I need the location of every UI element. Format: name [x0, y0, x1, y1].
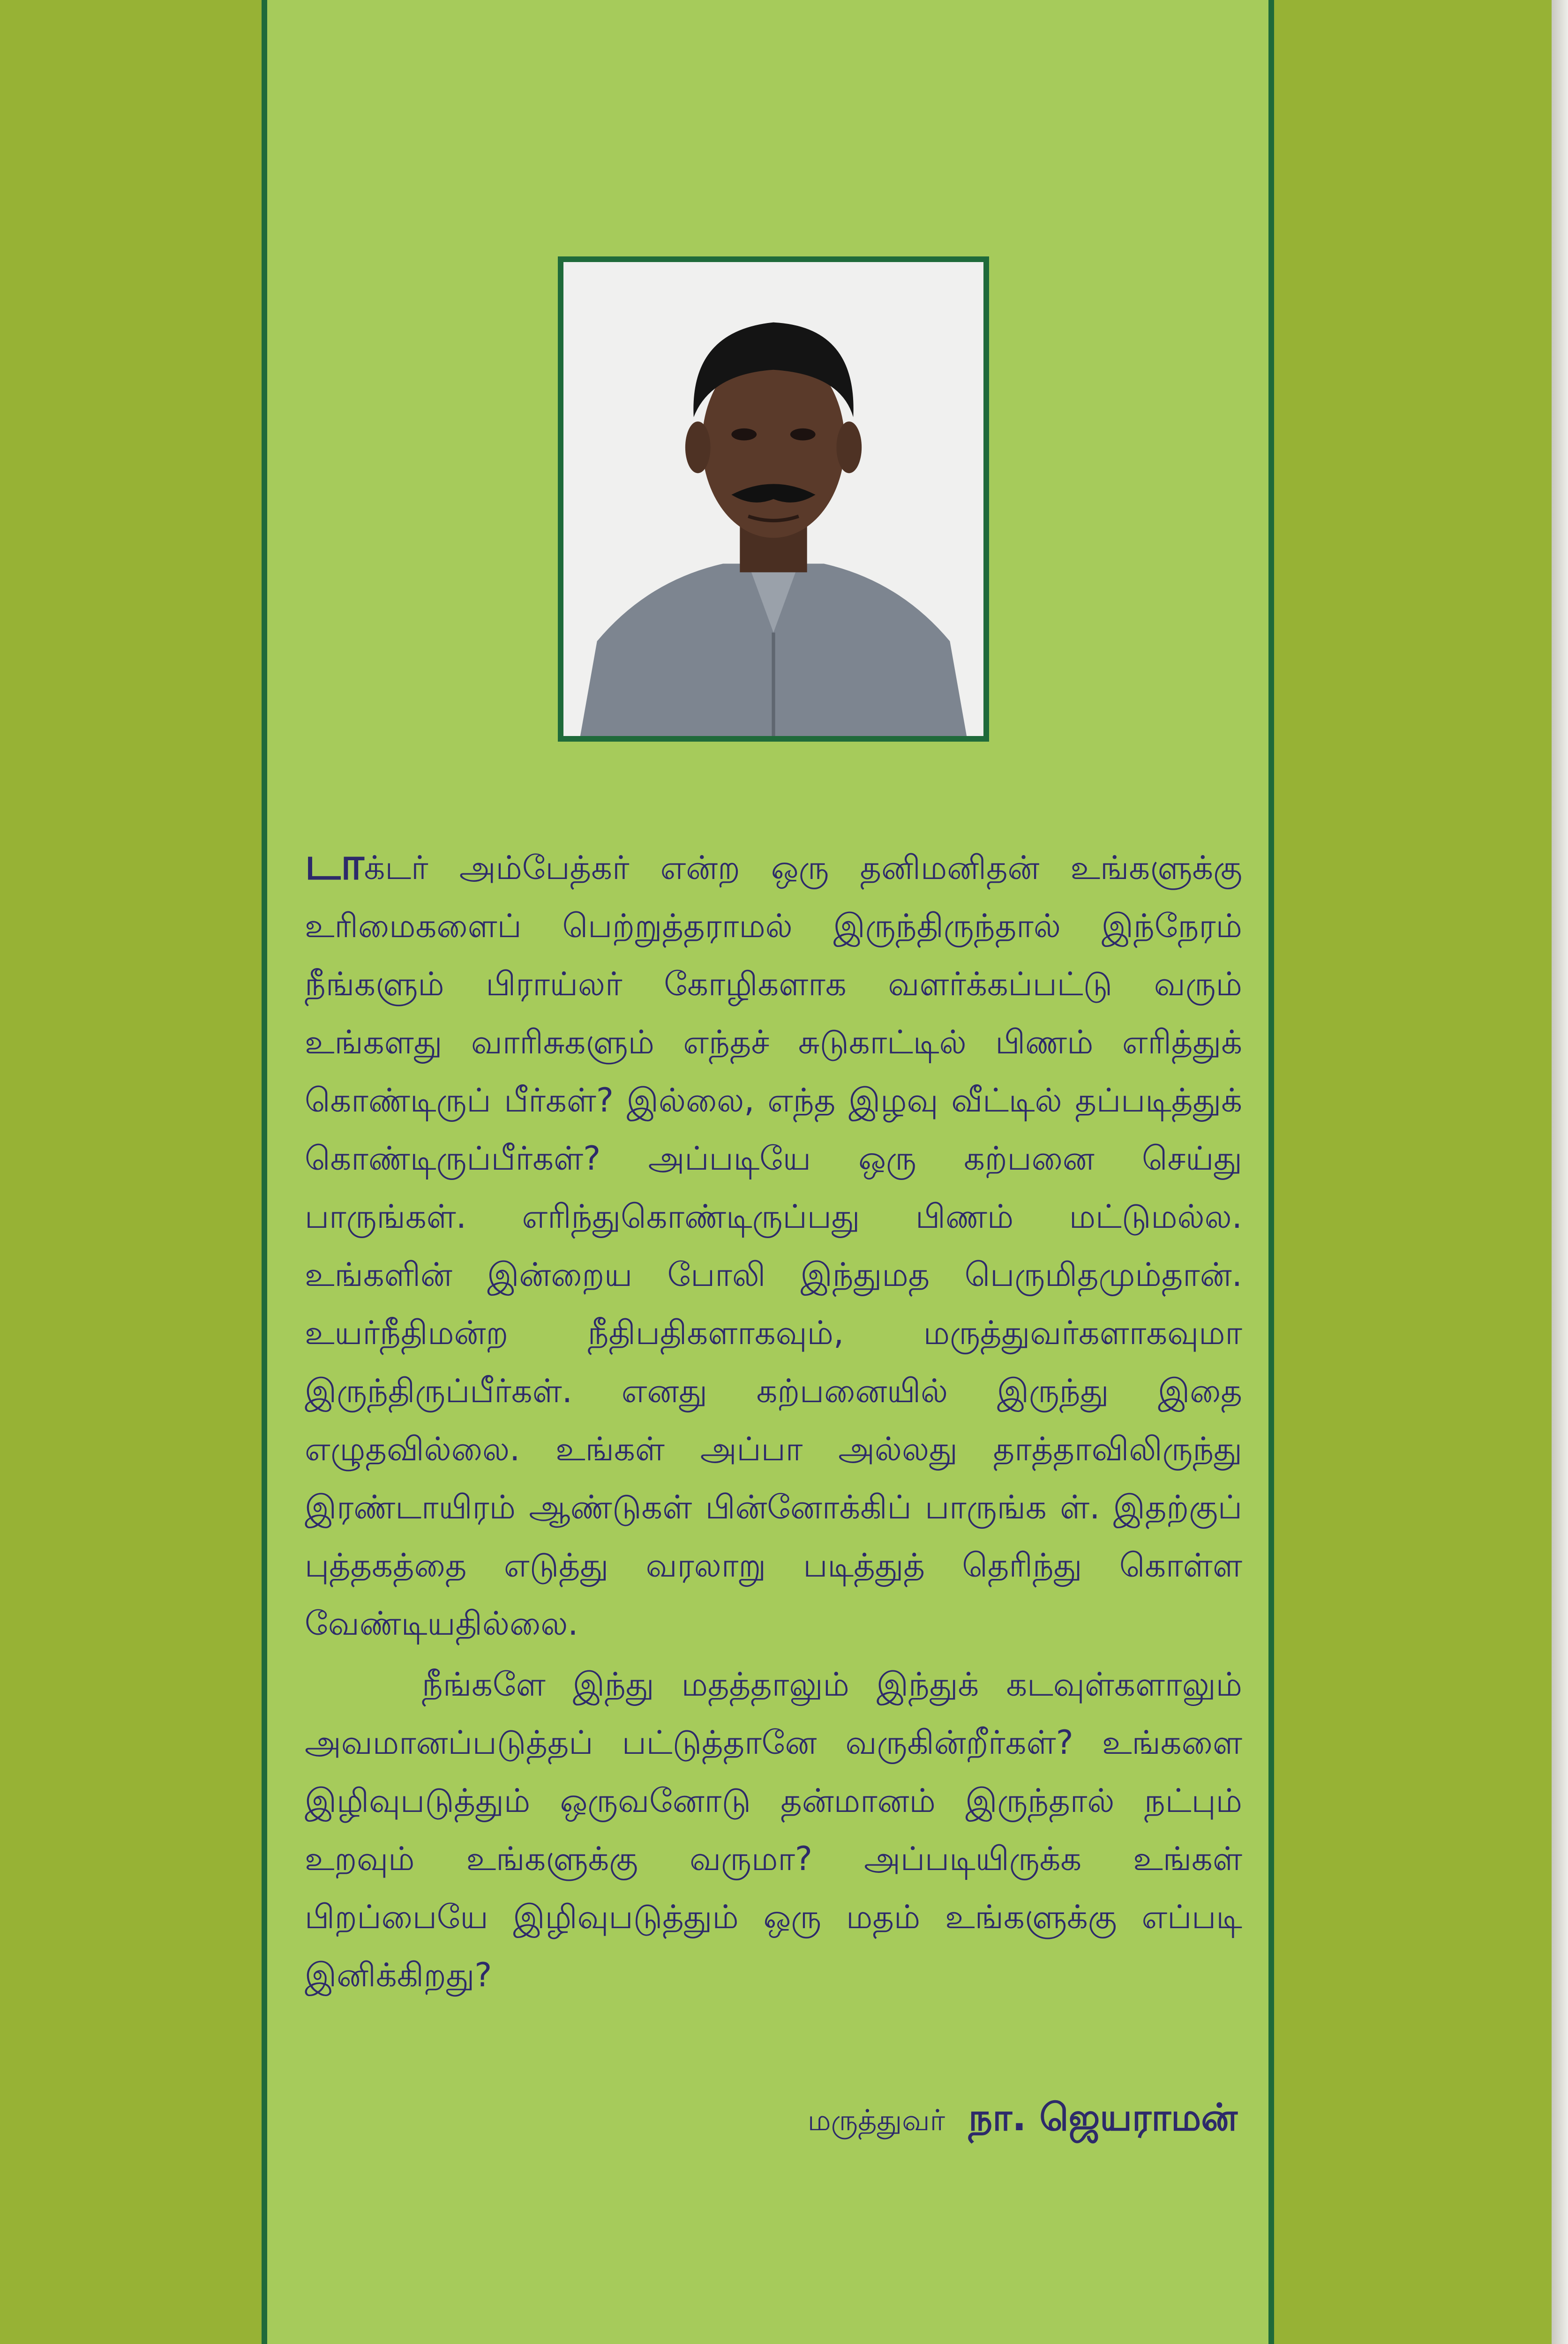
blurb-paragraph-1-text: க்டர் அம்பேத்கர் என்ற ஒரு தனிமனிதன் உங்களுக்கு உரிமைகளைப் பெற்றுத்தராமல் இருந்திருந்தால் இந்நேரம் நீங்களும் பிராய்லர் கோழிகளாக வளர்க்கப்பட்டு வரும் உங்களது வாரிசுகளும் எந்தச் சுடுகாட்டில் பிணம் எரித்துக் கொண்டிருப் பீர்கள்? இல்லை, எந்த இழவு வீட்டில் தப்படித்துக் கொண்டிருப்பீர்கள்? அப்படியே ஒரு கற்பனை செய்து பாருங்கள். எரிந்துகொண்டிருப்பது பிணம் மட்டுமல்ல. உங்களின் இன்றைய போலி இந்துமத பெருமிதமும்தான். உயர்நீதிமன்ற நீதிபதிகளாகவும், மருத்துவர்களாகவுமா இருந்திருப்பீர்கள். எனது கற்பனையில் இருந்து இதை எழுதவில்லை. உங்கள் அப்பா அல்லது தாத்தாவிலிருந்து இரண்டாயிரம் ஆண்டுகள் பின்னோக்கிப் பாருங்க ள். இதற்குப் புத்தகத்தை எடுத்து வரலாறு படித்துத் தெரிந்து கொள்ள வேண்டியதில்லை. [305, 849, 1242, 1643]
blurb-paragraph-1 [305, 834, 1242, 1653]
page-edge [1552, 0, 1568, 2344]
author-name: நா. ஜெயராமன் [968, 2096, 1238, 2139]
back-cover-blurb [305, 834, 1242, 2004]
author-role: மருத்துவர் [807, 2103, 945, 2137]
dropcap: டா [305, 837, 364, 890]
blurb-paragraph-2: நீங்களே இந்து மதத்தாலும் இந்துக் கடவுள்களாலும் அவமானப்படுத்தப் பட்டுத்தானே வருகின்றீர்கள்? உங்களை இழிவுபடுத்தும் ஒருவனோடு தன்மானம் இருந்தால் நட்பும் உறவும் உங்களுக்கு வருமா? அப்படியிருக்க உங்கள் பிறப்பையே இழிவுபடுத்தும் ஒரு மதம் உங்களுக்கு எப்படி இனிக்கிறது? [305, 1665, 1242, 1994]
author-portrait-image [563, 262, 983, 736]
author-signature [656, 2096, 1238, 2144]
author-photo [558, 256, 989, 742]
